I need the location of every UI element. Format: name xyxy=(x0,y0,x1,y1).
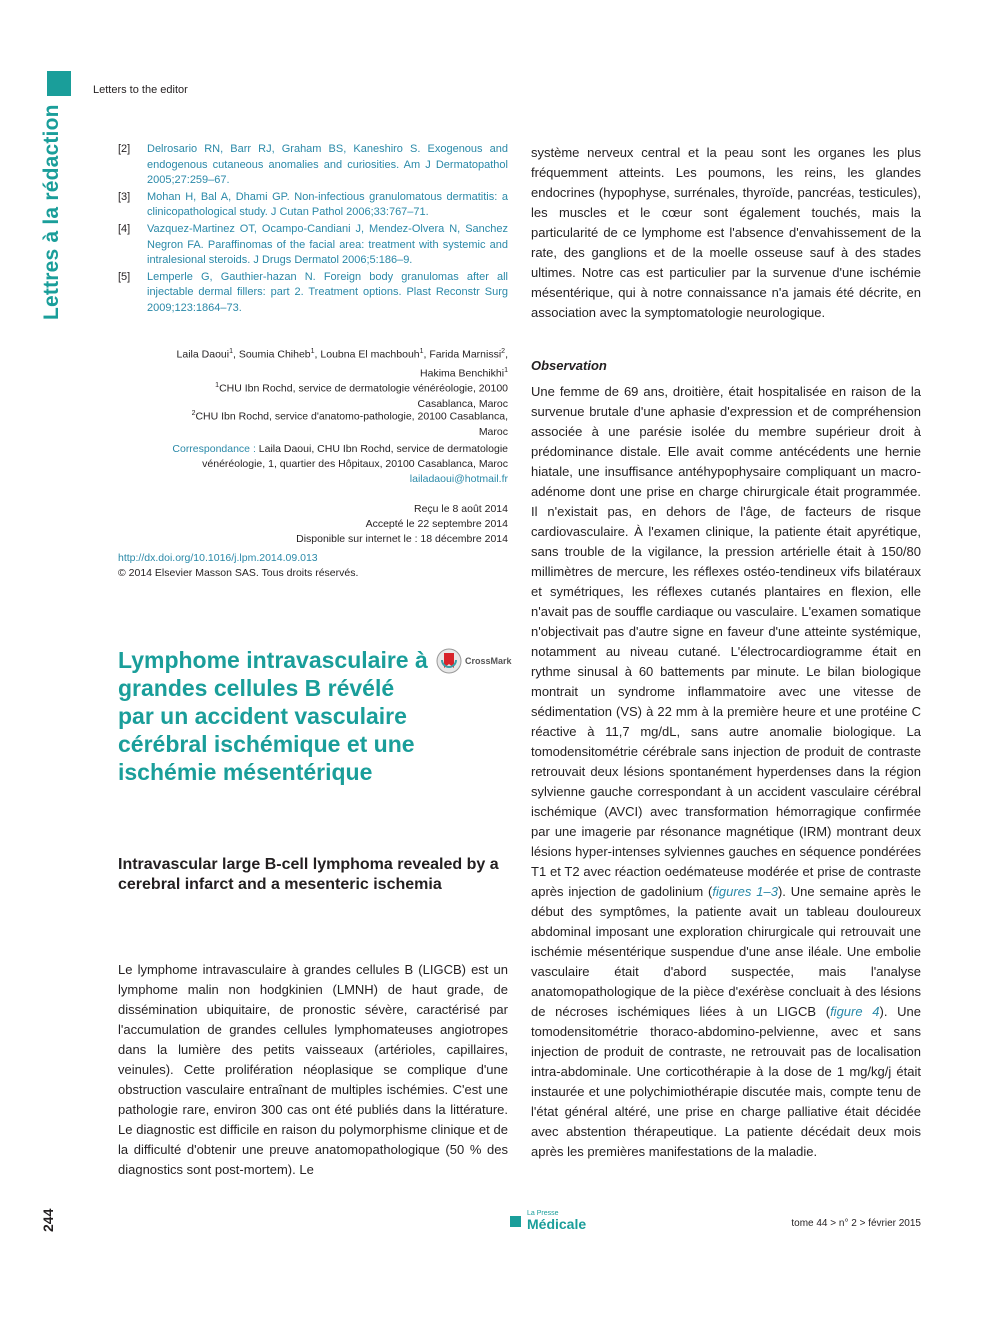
article-title: Lymphome intravasculaire à grandes cellules B révélé par un accident vasculaire cérébral ischémique et une ischémie mésentérique xyxy=(118,647,428,785)
author-name: Soumia Chiheb xyxy=(238,348,311,361)
page-number: 244 xyxy=(40,1208,56,1232)
intro-continuation: système nerveux central et la peau sont les organes les plus fréquemment atteints. Les poumons, les reins, les glandes endocrines (hypophyse, surrénales, thyroïde, pancréas, testicules), les muscles et le cœur sont également touchés, mais la particularité de ce lymphome est l'absence d'envahissement de la rate, des ganglions et de la moelle osseuse sauf à des stades ultimes. Notre cas est particulier par la survenue d'une ischémie mésentérique, qui à notre connaissance n'a jamais été décrite, en association avec la symptomatologie neurologique. xyxy=(531,145,921,320)
observation-heading: Observation xyxy=(531,358,607,373)
logo-square-icon xyxy=(510,1216,521,1227)
author-name: Laila Daoui xyxy=(176,348,230,361)
reference-text[interactable]: Vazquez-Martinez OT, Ocampo-Candiani J, Mendez-Olvera N, Sanchez Negron FA. Paraffinomas of the facial area: treatment with systemic and intralesional steroids. J Drugs Dermatol 2006;5:186–9. xyxy=(147,222,508,267)
crossmark-label: CrossMark xyxy=(465,656,512,666)
reference-list xyxy=(118,142,508,318)
logo-small-text: La Presse xyxy=(527,1210,559,1217)
section-marker xyxy=(47,71,71,96)
reference-number: [2] xyxy=(118,143,131,155)
correspondence-label: Correspondance : xyxy=(172,443,256,455)
figure-link[interactable]: figure 4 xyxy=(830,1004,880,1019)
article-dates xyxy=(240,502,508,547)
journal-logo xyxy=(510,1210,586,1231)
author-name: Hakima Benchikhi xyxy=(420,367,505,379)
intro-paragraph: Le lymphome intravasculaire à grandes cellules B (LIGCB) est un lymphome malin non hodgkinien (LMNH) de haut grade, de dissémination ubiquitaire, de pronostic sévère, caractérisé par l'accumulation de grandes cellules lymphomateuses angiotropes dans la lumière des petits vaisseaux (artérioles, capillaires, veinules). Cette prolifération néoplasique se complique d'une obstruction vasculaire entraînant de multiples ischémies. C'est une pathologie rare, environ 300 cas ont été publiés dans la littérature. Le diagnostic est difficile en raison du polymorphisme clinique et de la difficulté d'obtenir une preuve anatomopathologique (50 % des diagnostics sont post-mortem). Le xyxy=(118,962,508,1177)
author-name: Farida Marnissi xyxy=(429,348,502,361)
received-date: Reçu le 8 août 2014 xyxy=(414,503,508,515)
figure-link[interactable]: figures 1–3 xyxy=(712,884,778,899)
crossmark-badge[interactable] xyxy=(436,648,512,674)
author-list: Laila Daoui$^1$, Soumia Chiheb$^1$, Loubna El machbouh$^1$, Farida Marnissi$^2$, Hakima Benchikhi$^1$ xyxy=(176,348,508,379)
side-section-title: Lettres à la rédaction xyxy=(40,104,63,320)
reference-item xyxy=(118,190,508,221)
reference-number: [3] xyxy=(118,190,131,203)
accepted-date: Accepté le 22 septembre 2014 xyxy=(365,518,508,530)
article-subtitle: Intravascular large B-cell lymphoma revealed by a cerebral infarct and a mesenteric ischemia xyxy=(118,856,499,893)
reference-item xyxy=(118,222,508,269)
observation-text: Une femme de 69 ans, droitière, était hospitalisée en raison de la survenue brutale d'une aphasie d'expression et de compréhension associée à une parésie isolée du membre supérieur droit à prédominance distale. Elle avait comme antécédents une hernie hiatale, une insuffisance antéhypophysaire compliquant un macro-adénome dont une prise en charge chirurgicale était programmée. Il n'existait pas, en dehors de l'âge, de facteurs de risque cardiovasculaire. À l'examen clinique, la patiente était apyrétique, sans trouble de la vigilance, la pression artérielle était à 150/80 millimètres de mercure, les réflexes ostéo-tendineux vifs bilatéraux et symétriques, les réflexes cutanés plantaires en flexion, elle n'avait pas de souffle cardiaque ou vasculaire. L'examen somatique n'objectivait pas d'autre signe en faveur d'une atteinte systémique, notamment au niveau cutané. L'électrocardiogramme était en rythme sinusal à 60 battements par minute. Le bilan biologique montrait un syndrome inflammatoire avec une vitesse de sédimentation (VS) à 22 mm à la première heure et une protéine C réactive à 11,7 mg/dL, sans autre anomalie biologique. La tomodensitométrie cérébrale sans injection de produit de contraste retrouvait deux lésions spontanément hyperdenses dans la région sylvienne gauche correspondant à un accident vasculaire cérébral ischémique (AVCI) avec transformation hémorragique confirmée par une imagerie par résonance magnétique (IRM) montrant deux lésions hyper-intenses sylviennes gauches en séquence pondérées T1 et T2 avec réaction oedémateuse modérée et prise de contraste après injection de gadolinium ( xyxy=(531,384,921,899)
affiliation-2: $^2$CHU Ibn Rochd, service d'anatomo-pathologie, 20100 Casablanca, Maroc xyxy=(191,410,508,438)
correspondence xyxy=(170,442,508,487)
affiliation-1: $^1$CHU Ibn Rochd, service de dermatologie vénéréologie, 20100 Casablanca, Maroc xyxy=(215,382,508,410)
issue-info: tome 44 > n° 2 > février 2015 xyxy=(791,1218,921,1229)
online-date: Disponible sur internet le : 18 décembre 2014 xyxy=(296,533,508,545)
copyright: © 2014 Elsevier Masson SAS. Tous droits réservés. xyxy=(118,567,359,579)
reference-text[interactable]: Mohan H, Bal A, Dhami GP. Non-infectious granulomatous dermatitis: a clinicopathological study. J Cutan Pathol 2006;33:767–71. xyxy=(147,190,508,219)
reference-item xyxy=(118,270,508,317)
author-name: Loubna El machbouh xyxy=(320,348,420,361)
reference-text[interactable]: Delrosario RN, Barr RJ, Graham BS, Kaneshiro S. Exogenous and endogenous cutaneous anomalies and curiosities. Am J Dermatopathol 2005;27:259–67. xyxy=(147,143,508,187)
observation-text: ). Une tomodensitométrie thoraco-abdomino-pelvienne, avec et sans injection de produit de contraste, ne retrouvait pas de localisation intra-abdominale. Une corticothérapie à la dose de 1 mg/kg/j était instaurée et une polychimiothérapie discutée mais, compte tenu de l'état général altéré, une prise en charge palliative était décidée avec abstention thérapeutique. La patiente décédait deux mois après les premières manifestations de la maladie. xyxy=(531,1004,921,1159)
reference-text[interactable]: Lemperle G, Gauthier-hazan N. Foreign body granulomas after all injectable dermal fillers: part 2. Treatment options. Plast Reconstr Surg 2009;123:1864–73. xyxy=(147,270,508,314)
correspondence-address: Laila Daoui, CHU Ibn Rochd, service de dermatologie vénéréologie, 1, quartier des Hôpitaux, 20100 Casablanca, Maroc xyxy=(202,443,508,470)
section-label: Letters to the editor xyxy=(93,84,188,96)
reference-number: [4] xyxy=(118,222,131,235)
reference-item xyxy=(118,142,508,189)
logo-big-text: Médicale xyxy=(527,1216,587,1232)
reference-number: [5] xyxy=(118,270,131,283)
observation-text: ). Une semaine après le début des symptômes, la patiente avait un tableau douloureux abdominal imposant une exploration chirurgicale qui retrouvait une ischémie mésentérique suspendue d'une anse iléale. Une embolie vasculaire était d'abord suspectée, mais l'analyse anatomopathologique de la pièce d'exérèse concluait à des lésions de nécroses ischémiques liées à un LIGCB ( xyxy=(531,884,922,1019)
doi-link[interactable]: http://dx.doi.org/10.1016/j.lpm.2014.09.013 xyxy=(118,552,318,564)
email-link[interactable]: lailadaoui@hotmail.fr xyxy=(409,473,508,485)
crossmark-icon xyxy=(436,648,462,674)
observation-body xyxy=(531,382,921,1162)
